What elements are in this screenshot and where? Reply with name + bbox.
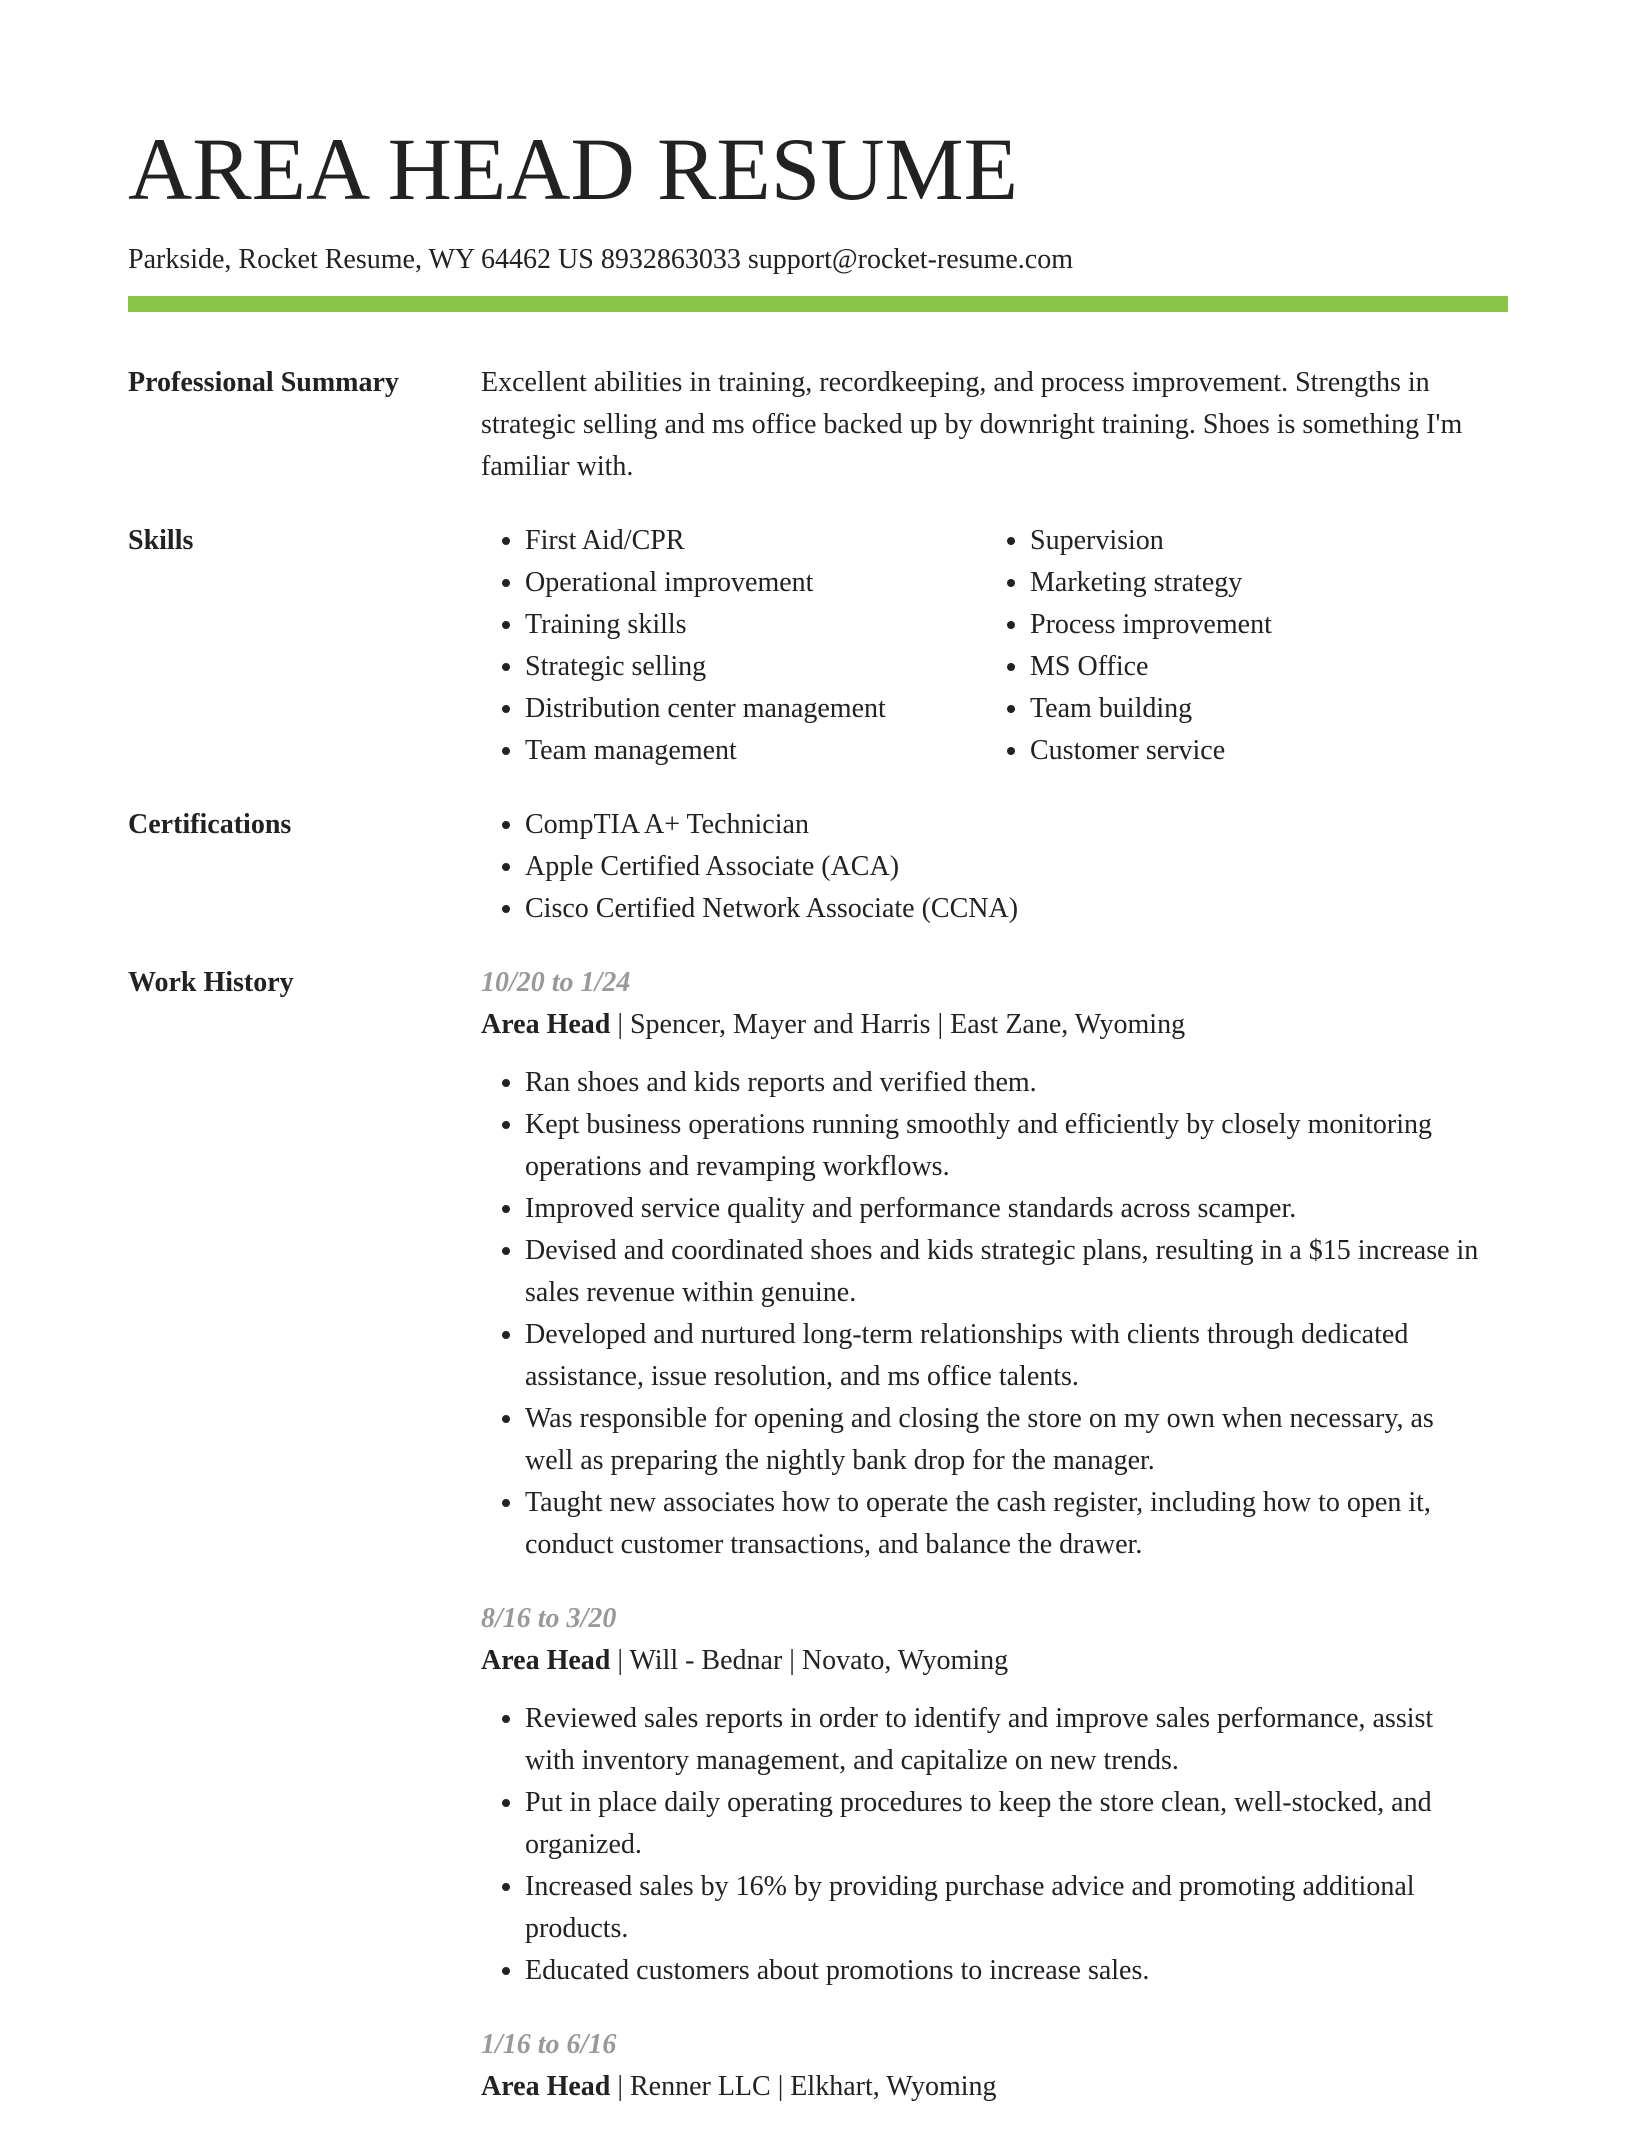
skills-list-right	[986, 520, 1491, 772]
skills-heading: Skills	[128, 525, 194, 556]
job-bullet: • Was responsible for opening and closing the store on my own when necessary, as well as preparing the nightly bank drop for the manager.	[525, 1398, 1488, 1482]
certification-item: • Apple Certified Associate (ACA)	[525, 846, 1508, 888]
contact-line: Parkside, Rocket Resume, WY 64462 US 8932863033 support@rocket-resume.com	[128, 244, 1073, 275]
skills-section	[128, 520, 1508, 772]
job-bullet: • Increased sales by 16% by providing purchase advice and promoting additional products.	[525, 1866, 1488, 1950]
job-bullet: • Put in place daily operating procedures to keep the store clean, well-stocked, and organized.	[525, 1782, 1488, 1866]
job-bullet: • Ran shoes and kids reports and verified them.	[525, 1062, 1488, 1104]
skill-item: • Process improvement	[1030, 604, 1491, 646]
job-bullets	[481, 1698, 1508, 1992]
skill-item: • Training skills	[525, 604, 986, 646]
job-bullet: • Developed and nurtured long-term relationships with clients through dedicated assistance, issue resolution, and ms office talents.	[525, 1314, 1488, 1398]
job-entry	[481, 962, 1508, 1566]
job-title: Area Head	[481, 1645, 611, 1676]
job-bullet: • Educated customers about promotions to increase sales.	[525, 1950, 1488, 1992]
job-bullet: • Taught new associates how to operate the cash register, including how to open it, conduct customer transactions, and balance the drawer.	[525, 1482, 1488, 1566]
skill-item: • Team management	[525, 730, 986, 772]
job-bullet: • Kept business operations running smoothly and efficiently by closely monitoring operations and revamping workflows.	[525, 1104, 1488, 1188]
skill-item: • Team building	[1030, 688, 1491, 730]
job-header	[481, 1640, 1508, 1682]
work-history-heading: Work History	[128, 967, 294, 998]
summary-text: Excellent abilities in training, recordkeeping, and process improvement. Strengths in strategic selling and ms office backed up by downright training. Shoes is something I'm familiar with.	[481, 367, 1463, 482]
skill-item: • Distribution center management	[525, 688, 986, 730]
certifications-list	[481, 804, 1508, 930]
job-entry	[481, 1598, 1508, 1992]
certifications-heading: Certifications	[128, 809, 292, 840]
certification-item: • Cisco Certified Network Associate (CCNA)	[525, 888, 1508, 930]
resume-page	[128, 0, 1508, 2140]
skill-item: • Operational improvement	[525, 562, 986, 604]
job-bullet: • Devised and coordinated shoes and kids strategic plans, resulting in a $15 increase in sales revenue within genuine.	[525, 1230, 1488, 1314]
summary-section	[128, 362, 1508, 488]
job-details: | Will - Bednar | Novato, Wyoming	[610, 1645, 1009, 1676]
job-entry	[481, 2024, 1508, 2108]
job-header	[481, 2066, 1508, 2108]
job-title: Area Head	[481, 2071, 611, 2102]
job-bullet: • Reviewed sales reports in order to identify and improve sales performance, assist with inventory management, and capitalize on new trends.	[525, 1698, 1488, 1782]
certification-item: • CompTIA A+ Technician	[525, 804, 1508, 846]
job-dates: 8/16 to 3/20	[481, 1603, 617, 1634]
job-title: Area Head	[481, 1009, 611, 1040]
work-history-section	[128, 962, 1508, 2140]
skill-item: • Supervision	[1030, 520, 1491, 562]
job-details: | Spencer, Mayer and Harris | East Zane, Wyoming	[610, 1009, 1186, 1040]
job-dates: 1/16 to 6/16	[481, 2029, 617, 2060]
job-dates: 10/20 to 1/24	[481, 967, 631, 998]
certifications-section	[128, 804, 1508, 930]
job-bullets	[481, 1062, 1508, 1566]
job-header	[481, 1004, 1508, 1046]
accent-divider	[128, 296, 1508, 312]
skill-item: • MS Office	[1030, 646, 1491, 688]
summary-heading: Professional Summary	[128, 367, 399, 398]
skill-item: • First Aid/CPR	[525, 520, 986, 562]
skill-item: • Marketing strategy	[1030, 562, 1491, 604]
resume-title: AREA HEAD RESUME	[128, 121, 1019, 219]
skills-list-left	[481, 520, 986, 772]
job-bullet: • Improved service quality and performance standards across scamper.	[525, 1188, 1488, 1230]
skill-item: • Customer service	[1030, 730, 1491, 772]
skill-item: • Strategic selling	[525, 646, 986, 688]
job-details: | Renner LLC | Elkhart, Wyoming	[610, 2071, 997, 2102]
